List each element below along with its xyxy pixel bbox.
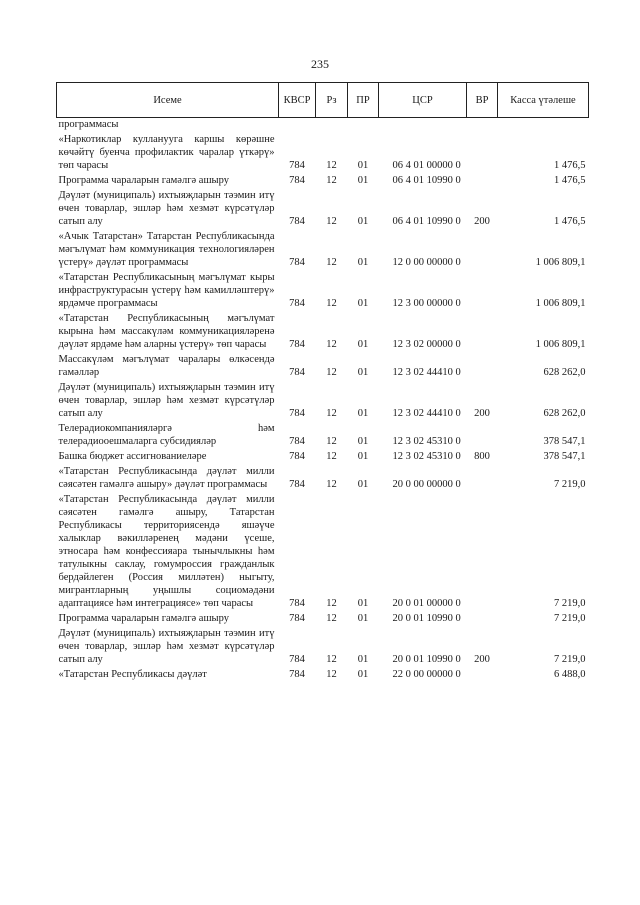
cell-pr: 01: [357, 298, 369, 309]
cell-kvsr: 784: [289, 408, 305, 419]
cell-vr: [467, 118, 498, 134]
cell-amount: 7 219,0: [554, 613, 586, 624]
cell-csr: 20 0 01 00000 0: [392, 598, 461, 609]
cell-csr: 12 3 02 45310 0: [392, 436, 461, 447]
cell-amount: 7 219,0: [554, 598, 586, 609]
table-row: [57, 422, 589, 450]
cell-rz: 12: [326, 339, 337, 350]
cell-rz: 12: [326, 298, 337, 309]
table-row: [57, 450, 589, 465]
header-rz: Рз: [316, 83, 348, 118]
cell-name: Телерадиокомпанияләргә һәм телерадиооешмаларга субсидияләр: [58, 423, 275, 447]
cell-rz: 12: [326, 408, 337, 419]
cell-vr: [467, 174, 498, 189]
cell-rz: 12: [326, 479, 337, 490]
cell-name: Программа чараларын гамәлгә ашыру: [58, 175, 229, 186]
cell-pr: 01: [357, 479, 369, 490]
cell-vr: [467, 422, 498, 450]
cell-kvsr: 784: [289, 298, 305, 309]
cell-csr: 20 0 01 10990 0: [392, 613, 461, 624]
cell-csr: 12 3 02 44410 0: [392, 367, 461, 378]
cell-vr: [467, 493, 498, 612]
cell-name: Дәүләт (муниципаль) ихтыяҗларын тәэмин итү өчен товарлар, эшләр һәм хезмәт күрсәтүләр сатып алу: [58, 382, 275, 419]
table-row: [57, 465, 589, 493]
cell-amount: 7 219,0: [554, 479, 586, 490]
table-header: [57, 83, 589, 118]
header-name: Исеме: [57, 83, 279, 118]
cell-name: Дәүләт (муниципаль) ихтыяҗларын тәэмин итү өчен товарлар, эшләр һәм хезмәт күрсәтүләр сатып алу: [58, 190, 275, 227]
cell-rz: 12: [326, 175, 337, 186]
cell-vr: [467, 312, 498, 353]
cell-kvsr: 784: [289, 367, 305, 378]
cell-rz: 12: [326, 160, 337, 171]
cell-rz: [316, 118, 348, 134]
cell-csr: 20 0 00 00000 0: [392, 479, 461, 490]
cell-vr: [467, 230, 498, 271]
cell-rz: 12: [326, 257, 337, 268]
cell-amount: 1 476,5: [554, 160, 586, 171]
table-row: [57, 353, 589, 381]
cell-pr: 01: [357, 367, 369, 378]
cell-name: Башка бюджет ассигнованиеләре: [58, 451, 207, 462]
cell-rz: 12: [326, 367, 337, 378]
cell-name: программасы: [58, 119, 119, 130]
cell-kvsr: 784: [289, 669, 305, 680]
cell-vr: [467, 353, 498, 381]
cell-pr: 01: [357, 257, 369, 268]
cell-rz: 12: [326, 613, 337, 624]
cell-csr: 12 3 02 45310 0: [392, 451, 461, 462]
cell-name: «Татарстан Республикасында дәүләт милли сәясәтен гамәлгә ашыру» дәүләт программасы: [58, 466, 275, 490]
cell-amount: 6 488,0: [554, 669, 586, 680]
cell-vr: [467, 465, 498, 493]
cell-rz: 12: [326, 436, 337, 447]
cell-kvsr: 784: [289, 654, 305, 665]
cell-amount: 1 006 809,1: [535, 298, 586, 309]
cell-pr: [348, 118, 379, 134]
header-csr: ЦСР: [379, 83, 467, 118]
cell-kvsr: 784: [289, 339, 305, 350]
table-row: [57, 118, 589, 134]
cell-kvsr: [279, 118, 316, 134]
table-row: [57, 668, 589, 683]
table-row: [57, 133, 589, 174]
cell-csr: 12 0 00 00000 0: [392, 257, 461, 268]
table-row: [57, 381, 589, 422]
cell-amount: [498, 118, 589, 134]
cell-name: «Татарстан Республикасы дәүләт: [58, 669, 207, 680]
cell-amount: 378 547,1: [543, 436, 586, 447]
cell-csr: 22 0 00 00000 0: [392, 669, 461, 680]
cell-pr: 01: [357, 408, 369, 419]
cell-kvsr: 784: [289, 613, 305, 624]
cell-pr: 01: [357, 175, 369, 186]
cell-amount: 1 006 809,1: [535, 257, 586, 268]
cell-amount: 1 006 809,1: [535, 339, 586, 350]
header-kvsr: КВСР: [279, 83, 316, 118]
cell-vr: 200: [474, 216, 490, 227]
cell-csr: 06 4 01 10990 0: [392, 216, 461, 227]
cell-vr: [467, 612, 498, 627]
cell-name: «Татарстан Республикасының мәгълүмат кырына һәм массакүләм коммуникацияләренә дәүләт ярдәме һәм аларны үстерү» төп чарасы: [58, 313, 275, 350]
table-body: [57, 118, 589, 684]
cell-csr: 06 4 01 00000 0: [392, 160, 461, 171]
header-pr: ПР: [348, 83, 379, 118]
cell-csr: 12 3 02 44410 0: [392, 408, 461, 419]
cell-kvsr: 784: [289, 436, 305, 447]
cell-pr: 01: [357, 598, 369, 609]
cell-amount: 1 476,5: [554, 216, 586, 227]
budget-table: [56, 82, 589, 683]
cell-pr: 01: [357, 613, 369, 624]
table-row: [57, 189, 589, 230]
cell-csr: 20 0 01 10990 0: [392, 654, 461, 665]
cell-csr: 12 3 00 00000 0: [392, 298, 461, 309]
cell-name: Программа чараларын гамәлгә ашыру: [58, 613, 229, 624]
cell-vr: 200: [474, 654, 490, 665]
cell-vr: [467, 271, 498, 312]
cell-pr: 01: [357, 160, 369, 171]
header-amount: Касса үтәлеше: [498, 83, 589, 118]
cell-pr: 01: [357, 669, 369, 680]
cell-pr: 01: [357, 654, 369, 665]
cell-csr: 06 4 01 10990 0: [392, 175, 461, 186]
cell-pr: 01: [357, 339, 369, 350]
table-row: [57, 627, 589, 668]
cell-name: Дәүләт (муниципаль) ихтыяҗларын тәэмин итү өчен товарлар, эшләр һәм хезмәт күрсәтүләр сатып алу: [58, 628, 275, 665]
page-number: 235: [311, 57, 329, 71]
cell-kvsr: 784: [289, 216, 305, 227]
table-row: [57, 612, 589, 627]
cell-kvsr: 784: [289, 160, 305, 171]
cell-name: «Ачык Татарстан» Татарстан Республикасында мәгълүмат һәм коммуникация технологияләрен үстерү» дәүләт программасы: [58, 231, 275, 268]
cell-pr: 01: [357, 436, 369, 447]
cell-amount: 378 547,1: [543, 451, 586, 462]
cell-rz: 12: [326, 598, 337, 609]
cell-kvsr: 784: [289, 257, 305, 268]
cell-csr: 12 3 02 00000 0: [392, 339, 461, 350]
cell-amount: 628 262,0: [543, 408, 586, 419]
cell-kvsr: 784: [289, 479, 305, 490]
cell-amount: 7 219,0: [554, 654, 586, 665]
cell-rz: 12: [326, 669, 337, 680]
table-row: [57, 230, 589, 271]
table-row: [57, 271, 589, 312]
table-row: [57, 493, 589, 612]
cell-vr: [467, 668, 498, 683]
table-row: [57, 312, 589, 353]
cell-kvsr: 784: [289, 451, 305, 462]
table-row: [57, 174, 589, 189]
cell-name: «Татарстан Республикасында дәүләт милли сәясәтен гамәлгә ашыру, Татарстан Республикасы территориясендә яшәүче халыклар вәкилләренең мәдәни үсеше, этносара һәм конфессияара тынычлыкны һәм татулыкны саклау, гомумроссия гражданлык бердәйлеген (Россия милләтен) ныгыту, мигрантларның уңышлы социомәдәни адаптациясе һәм интеграциясе» төп чарасы: [58, 494, 275, 609]
cell-vr: [467, 133, 498, 174]
cell-pr: 01: [357, 451, 369, 462]
cell-name: Массакүләм мәгълүмат чаралары өлкәсендә гамәлләр: [58, 354, 275, 378]
cell-name: «Наркотиклар кулланууга каршы көрәшне көчәйтү буенча профилактик чаралар үткәрү» төп чарасы: [58, 134, 275, 171]
cell-kvsr: 784: [289, 598, 305, 609]
cell-amount: 1 476,5: [554, 175, 586, 186]
cell-rz: 12: [326, 451, 337, 462]
cell-vr: 200: [474, 408, 490, 419]
cell-rz: 12: [326, 216, 337, 227]
cell-amount: 628 262,0: [543, 367, 586, 378]
cell-csr: [379, 118, 467, 134]
header-vr: ВР: [467, 83, 498, 118]
cell-pr: 01: [357, 216, 369, 227]
cell-name: «Татарстан Республикасының мәгълүмат кыры инфраструктурасын үстерү һәм камилләштерү» ярдәмче программасы: [58, 272, 275, 309]
cell-kvsr: 784: [289, 175, 305, 186]
cell-vr: 800: [474, 451, 490, 462]
cell-rz: 12: [326, 654, 337, 665]
